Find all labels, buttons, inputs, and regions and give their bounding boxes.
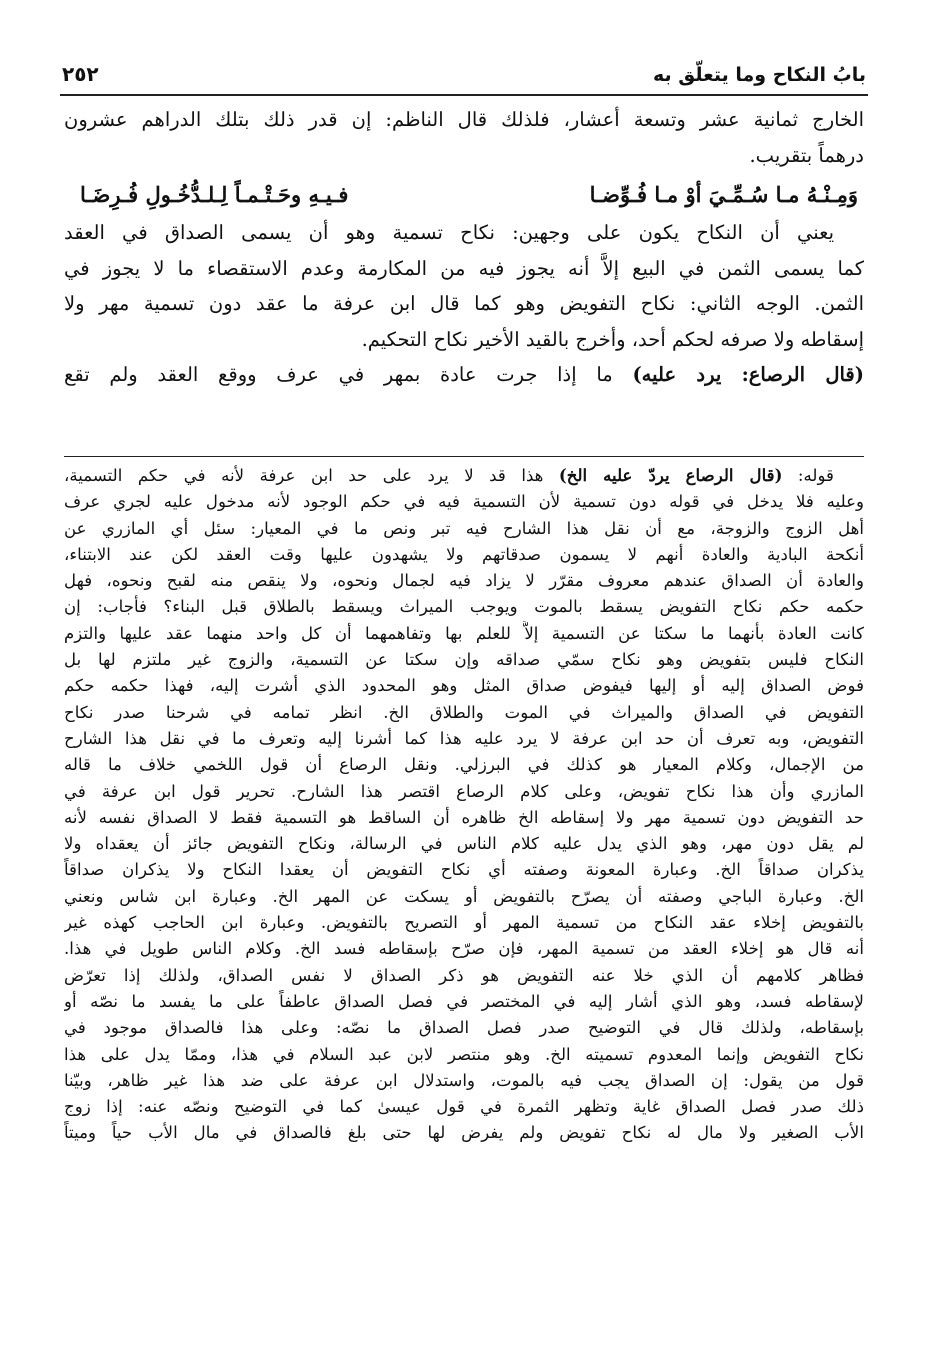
- main-text: [64, 102, 864, 393]
- quote-label: (قال الرصاع: يرد عليه): [632, 363, 864, 386]
- page-header: [62, 58, 866, 92]
- footnote-line: الأب الصغير ولا مال له نكاح تفويض ولم يفرض لها حتى بلغ فالصداق في مال الأب حياً وميتاً: [64, 1123, 864, 1143]
- header-rule: [60, 94, 868, 96]
- footnote-line: لإسقاطه فسد، وهو الذي أشار إليه في المختصر في فصل الصداق عاطفاً على ما يفسد ما نصّه أو: [64, 991, 864, 1011]
- footnote: [64, 462, 864, 1147]
- footnote-line: المازري وأن هذا نكاح تفويض، وعلى كلام الرصاع اقتصر هذا الشارح. تحرير قول ابن عرفة في: [64, 781, 864, 801]
- verse-first-hemistich: وَمِـنْـهُ مـا سُـمِّـيَ أوْ مـا فُـوِّضـا: [589, 182, 858, 207]
- footnote-line: التفويض، وبه تعرف أن حد ابن عرفة لا يرد عليه هذا كما أشرنا إليه وتعرف ما في نقل هذا الشارح: [64, 728, 864, 748]
- text-line: إسقاطه ولا صرفه لحكم أحد، وأخرج بالقيد الأخير نكاح التحكيم.: [361, 327, 864, 351]
- footnote-line: والعادة أن الصداق عندهم معروف مقرّر لا يزاد فيه لجمال ونحوه، ولا ينقص منه لقبح ونحوه، فهل: [64, 571, 864, 591]
- quote-line: [64, 357, 864, 393]
- verse-second-hemistich: فـيـهِ وحَـتْـمـاً لِـلـدُّخُـولِ فُـرِضَـا: [80, 182, 349, 207]
- text-line: الخارج ثمانية عشر وتسعة أعشار، فلذلك قال الناظم: إن قدر ذلك بتلك الدراهم عشرون: [64, 108, 864, 131]
- footnote-line: [64, 462, 864, 489]
- footnote-line: أنه قال هو إخلاء العقد من تسمية المهر، فإن صرّح بإسقاطه فسد الخ. وكلام الناس طويل في هذا.: [64, 939, 864, 959]
- footnote-line: النكاح فليس بتفويض وهو نكاح سمّي صداقه وإن سكتا عن التسمية، والزوج غير ملتزم لها بل: [64, 650, 864, 670]
- quote-text: ما إذا جرت عادة بمهر في عرف ووقع العقد ولم تقع: [64, 363, 633, 386]
- footnote-line: حكمه حكم نكاح التفويض يسقط بالموت ويوجب الميراث ويسقط بالطلاق قبل البناء؟ فأجاب: إن: [64, 597, 864, 617]
- footnote-quote: (قال الرصاع يردّ عليه الخ): [558, 465, 783, 485]
- footnote-line: فوض الصداق إليه أو إليها فيفوض صداق المثل وهو المحدود الذي أشرت إليه، فهذا حكمه حكم: [64, 676, 864, 696]
- footnote-line: بإسقاطه، ولذلك قال في التوضيح صدر فصل الصداق ما نصّه: وعلى هذا فالصداق موجود في: [64, 1018, 864, 1038]
- footnote-line: حد التفويض دون تسمية مهر ولا إسقاطه الخ ظاهره أن الساقط هو التسمية فقط لا الصداق نفسه لأنه: [64, 807, 864, 827]
- text-line: يعني أن النكاح يكون على وجهين: نكاح تسمية وهو أن يسمى الصداق في العقد: [64, 221, 834, 244]
- text-line: كما يسمى الثمن في البيع إلاَّ أنه يجوز فيه من المكارمة وعدم الاستقصاء ما لا يجوز في: [64, 256, 864, 280]
- footnote-line: نكاح التفويض وإنما المعدوم تسميته الخ. وهو منتصر لابن عبد السلام في هذا، وممّا يدل على هذا: [64, 1044, 864, 1064]
- verse: [64, 173, 864, 215]
- footnote-line: يذكران صداقاً الخ. وعبارة المعونة وصفته أي نكاح التفويض أن يعقدا النكاح ولا يذكران صداقاً: [64, 860, 864, 880]
- text-line: الثمن. الوجه الثاني: نكاح التفويض وهو كما قال ابن عرفة ما عقد دون تسمية مهر ولا: [64, 292, 864, 315]
- footnote-line: أهل الزوج والزوجة، مع أن نقل هذا الشارح فيه تبر ونص ما في المعيار: سئل أي المازري عن: [64, 518, 864, 538]
- footnote-text: هذا قد لا يرد على حد ابن عرفة لأنه في حكم التسمية،: [64, 466, 559, 485]
- footnote-line: بالتفويض إخلاء عقد النكاح من تسمية المهر أو التصريح بالتفويض. وعبارة ابن الحاجب كهذه غير: [64, 913, 864, 933]
- footnote-line: الخ. وعبارة الباجي وصفته أن يصرّح بالتفويض أو يسكت عن المهر الخ. وعبارة ابن شاس ونعني: [64, 886, 864, 906]
- footnote-line: قول من يقول: إن الصداق يجب فيه بالموت، واستدلال ابن عرفة على ضد هذا غير ظاهر، وبيّنا: [64, 1070, 864, 1090]
- footnote-line: أنكحة البادية والعادة أنهم لا يسمون صدقاتهم ولا يشهدون عليها وقت العقد لكن عند الابتناء،: [64, 544, 864, 564]
- footnote-lead: قوله:: [782, 466, 834, 485]
- page-number: ٢٥٢: [62, 62, 99, 86]
- footnote-line: التفويض في الصداق والميراث في الموت والطلاق الخ. انظر تمامه في شرحنا صدر نكاح: [64, 702, 864, 722]
- footnote-rule: [64, 456, 864, 457]
- footnote-line: فظاهر كلامهم أن الذي خلا عنه التفويض هو ذكر الصداق لا نفس الصداق، ولذلك إذا تعرّض: [64, 965, 864, 985]
- footnote-line: من الإجمال، وكلام المعيار هو كذلك في البرزلي. ونقل الرصاع أن قول اللخمي خلاف ما قاله: [64, 755, 864, 775]
- text-line: درهماً بتقريب.: [749, 143, 864, 167]
- footnote-line: كانت العادة بأنهما ما سكتا عن التسمية إلاَّ للعلم بها وتفاهمهما أن كل واحد منهما عقد عليها والتزم: [64, 623, 864, 643]
- footnote-line: لم يقل دون مهر، وهو الذي يدل عليه كلام الناس في الرسالة، ونكاح التفويض جائز أن يعقداه ولا: [64, 834, 864, 854]
- running-title: بابُ النكاح وما يتعلّق به: [653, 64, 866, 86]
- footnote-line: وعليه فلا يدخل في قوله دون تسمية لأن التسمية فيه في حكم الوجود لأنه مدخول عليه لجري عرف: [64, 492, 864, 512]
- footnote-line: ذلك صدر فصل الصداق غاية وتظهر الثمرة في قول عيسىٰ كما في التوضيح ونصّه عنه: إذا زوج: [64, 1097, 864, 1117]
